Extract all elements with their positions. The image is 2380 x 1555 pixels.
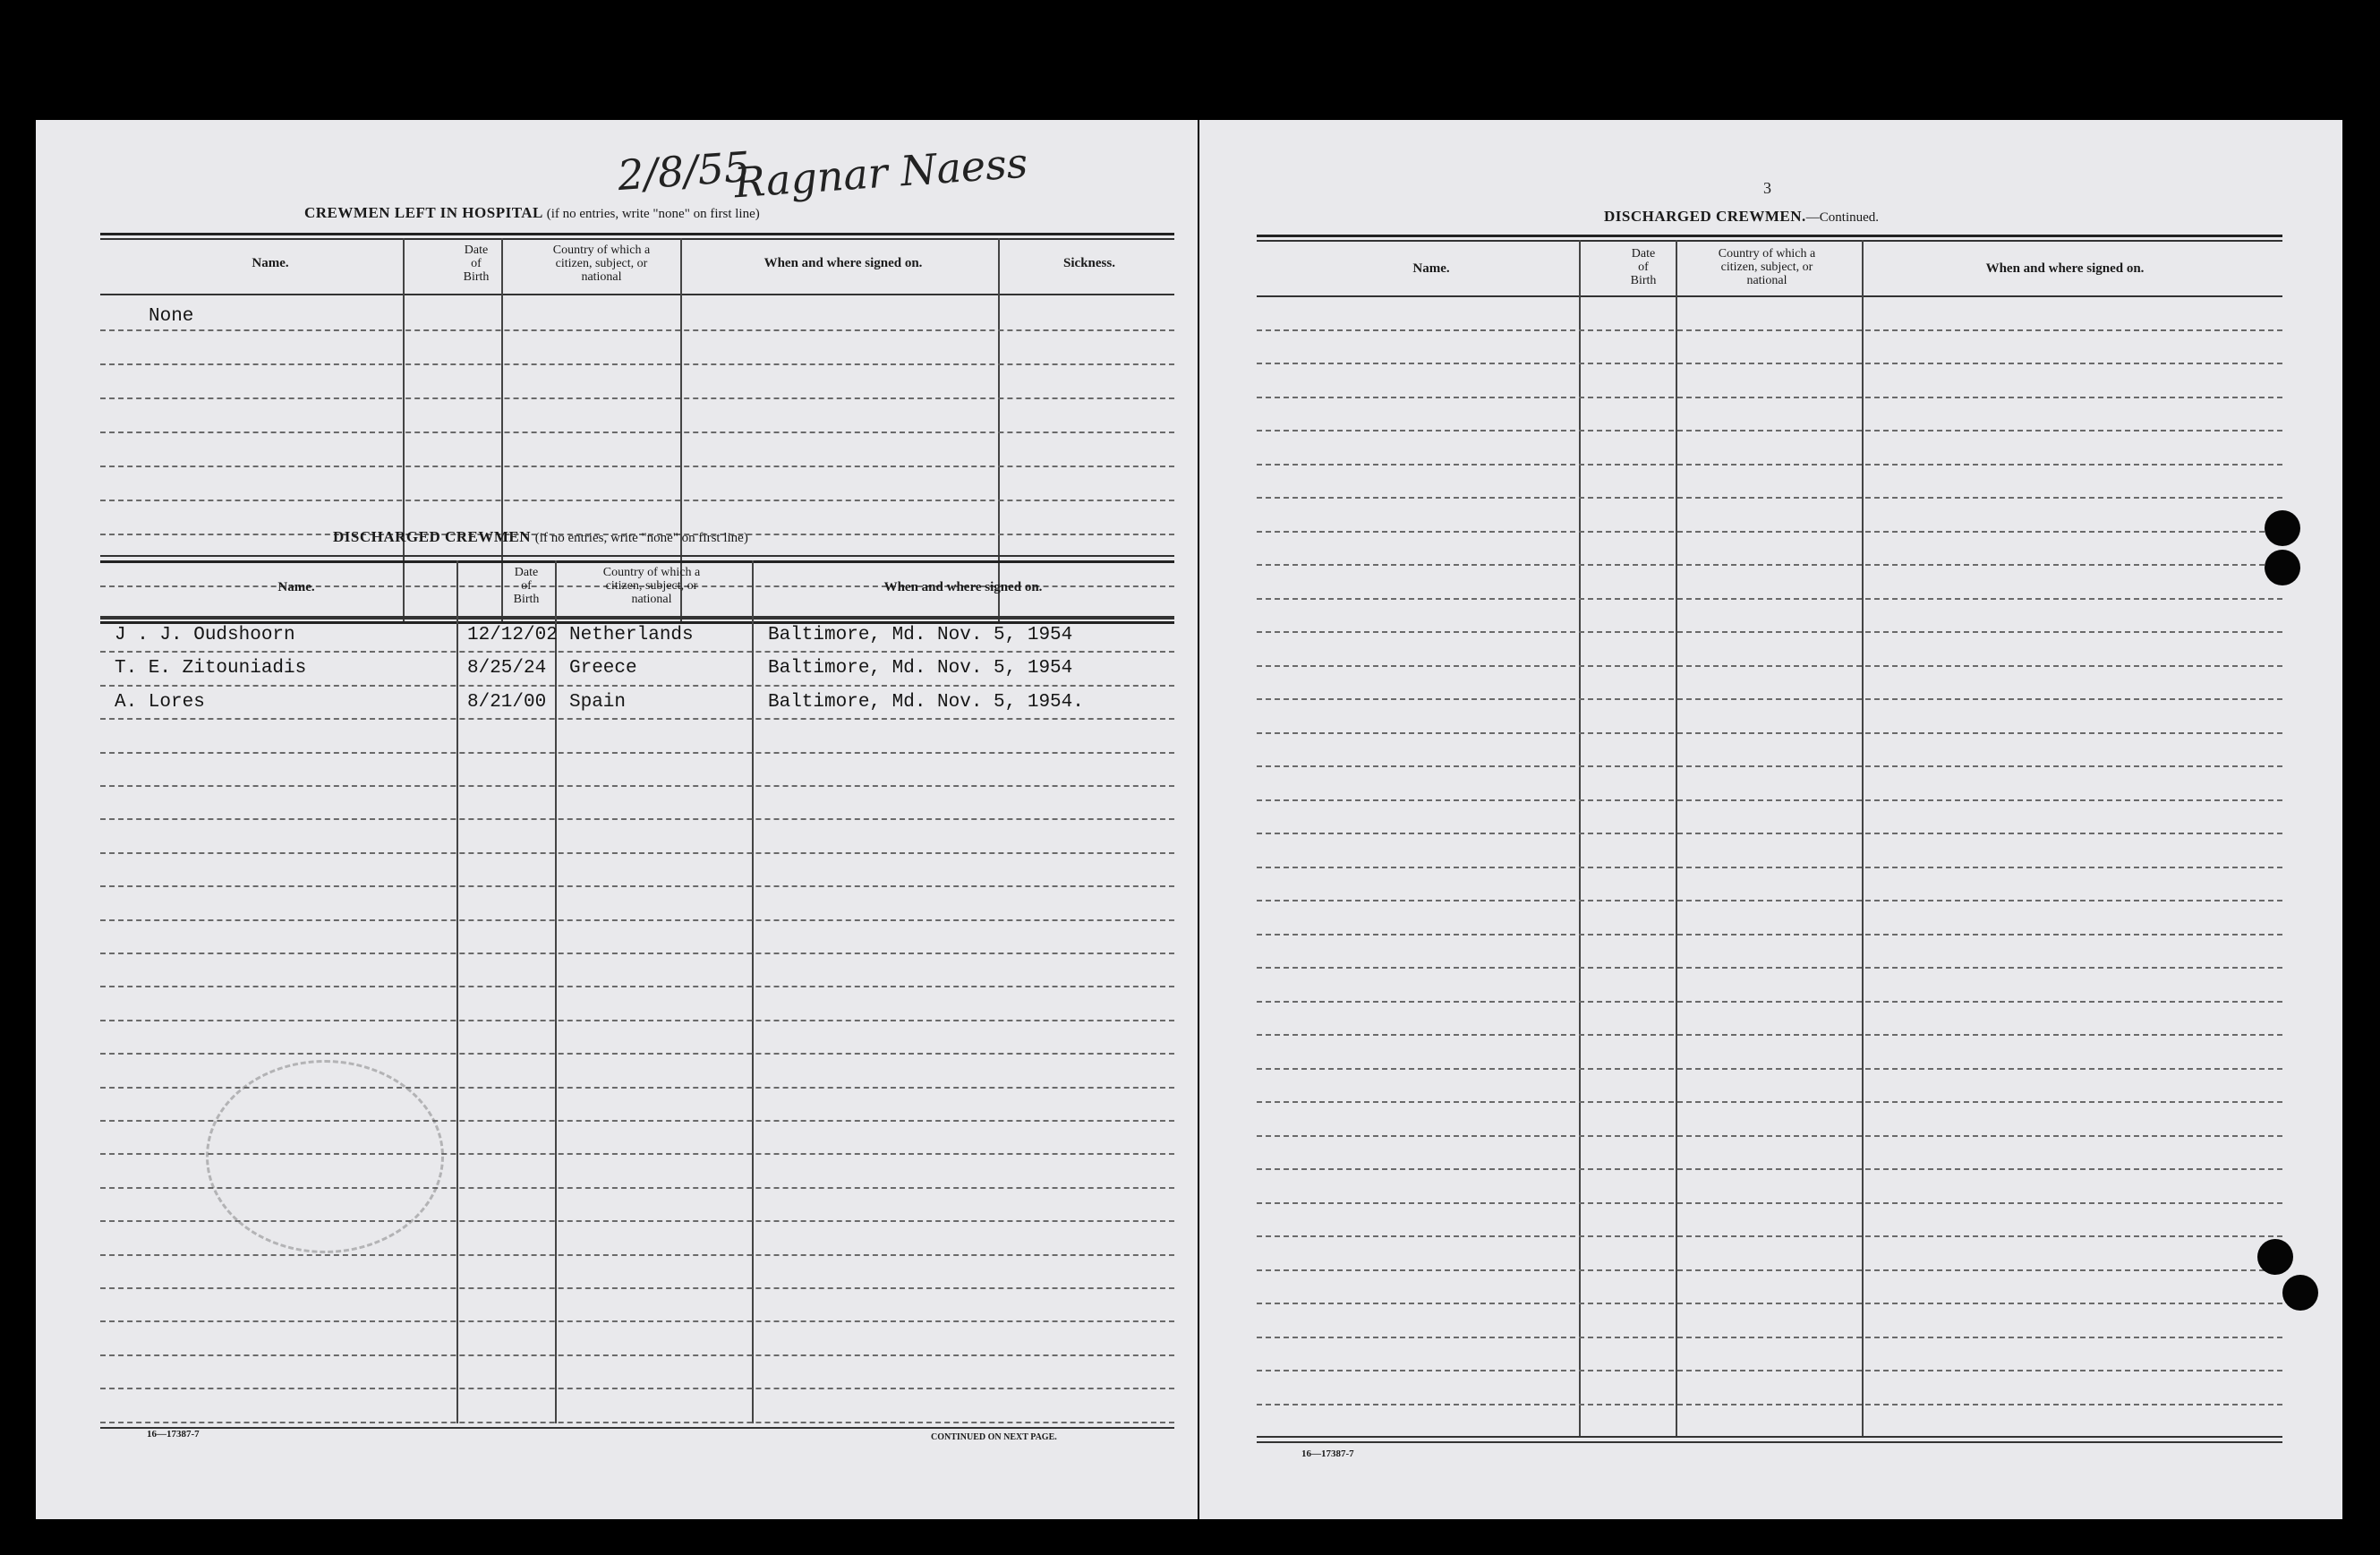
right-row-line	[1257, 598, 2282, 600]
discharged-row-line	[100, 1422, 1174, 1423]
discharged-row-dob: 12/12/02	[467, 625, 558, 645]
left-page	[36, 120, 1198, 1519]
discharged-row-name: T. E. Zitouniadis	[115, 658, 307, 679]
faded-stamp	[206, 1060, 444, 1253]
hospital-header-country: Country of which a citizen, subject, or national	[552, 244, 651, 284]
discharged-row-name: A. Lores	[115, 692, 205, 713]
hospital-col-divider	[403, 238, 405, 621]
right-header-country: Country of which a citizen, subject, or national	[1718, 247, 1816, 287]
right-row-line	[1257, 1404, 2282, 1405]
discharged-row-country: Netherlands	[569, 625, 694, 645]
right-title-suffix: —Continued.	[1805, 210, 1880, 225]
discharged-bottom-rule	[100, 1427, 1174, 1429]
discharged-row-line	[100, 785, 1174, 787]
discharged-header-rule	[100, 618, 1174, 619]
discharged-row-signed: Baltimore, Md. Nov. 5, 1954	[768, 625, 1073, 645]
discharged-row-line	[100, 852, 1174, 854]
right-row-line	[1257, 363, 2282, 364]
discharged-row-dob: 8/25/24	[467, 658, 547, 679]
right-row-line	[1257, 1001, 2282, 1003]
right-page	[1199, 120, 2342, 1519]
discharged-row-line	[100, 1020, 1174, 1021]
discharged-row-line	[100, 1320, 1174, 1322]
discharged-row-line	[100, 953, 1174, 954]
discharged-row-line	[100, 818, 1174, 820]
hospital-row-line	[100, 431, 1174, 433]
discharged-header-name: Name.	[277, 580, 315, 594]
right-top-rule-2	[1257, 240, 2282, 242]
hospital-title: CREWMEN LEFT IN HOSPITAL	[304, 204, 542, 221]
discharged-row-line	[100, 1287, 1174, 1289]
right-row-line	[1257, 430, 2282, 431]
right-title: DISCHARGED CREWMEN.	[1604, 208, 1806, 225]
right-header-signed: When and where signed on.	[1985, 261, 2145, 276]
discharged-row-line	[100, 1388, 1174, 1389]
hospital-section-title	[304, 204, 760, 222]
hospital-header-dob: Date of Birth	[463, 244, 490, 284]
discharged-title-label: DISCHARGED CREWMEN	[333, 528, 532, 545]
discharged-note: (if no entries, write "none" on first line)	[534, 531, 748, 545]
hospital-header-rule	[100, 294, 1174, 295]
hospital-row-line	[100, 466, 1174, 467]
right-row-line	[1257, 867, 2282, 868]
right-row-line	[1257, 531, 2282, 533]
right-col-divider	[1862, 240, 1864, 1436]
discharged-header-country: Country of which a citizen, subject, or national	[602, 566, 701, 606]
discharged-row-country: Greece	[569, 658, 637, 679]
right-row-line	[1257, 799, 2282, 801]
punch-hole	[2265, 550, 2300, 585]
discharged-row-line	[100, 752, 1174, 754]
right-section-title	[1604, 208, 1879, 226]
discharged-header-dob: Date of Birth	[513, 566, 540, 606]
discharged-row-line	[100, 885, 1174, 887]
right-row-line	[1257, 967, 2282, 969]
right-bottom-rule-2	[1257, 1441, 2282, 1443]
hospital-bottom-rule-2	[100, 621, 1174, 624]
discharged-row-dob: 8/21/00	[467, 692, 547, 713]
punch-hole	[2257, 1239, 2293, 1275]
discharged-row-country: Spain	[569, 692, 627, 713]
right-row-line	[1257, 900, 2282, 901]
discharged-row-line	[100, 986, 1174, 987]
right-row-line	[1257, 833, 2282, 834]
right-header-rule	[1257, 295, 2282, 297]
right-row-line	[1257, 1168, 2282, 1170]
right-top-rule	[1257, 235, 2282, 237]
hospital-note: (if no entries, write "none" on first line)	[546, 207, 760, 221]
right-row-line	[1257, 1370, 2282, 1371]
right-row-line	[1257, 464, 2282, 466]
handwritten-signature: Ragnar Naess	[732, 138, 1029, 208]
right-row-line	[1257, 564, 2282, 566]
continued-note: CONTINUED ON NEXT PAGE.	[931, 1432, 1057, 1442]
hospital-header-sickness: Sickness.	[1063, 256, 1115, 270]
hospital-row-line	[100, 500, 1174, 501]
right-row-line	[1257, 1303, 2282, 1304]
handwritten-date: 2/8/55	[616, 141, 752, 201]
right-bottom-rule	[1257, 1436, 2282, 1438]
right-row-line	[1257, 934, 2282, 936]
right-col-divider	[1676, 240, 1677, 1436]
right-row-line	[1257, 631, 2282, 633]
hospital-header-name: Name.	[252, 256, 289, 270]
hospital-top-rule	[100, 233, 1174, 235]
right-row-line	[1257, 698, 2282, 700]
hospital-top-rule-2	[100, 238, 1174, 240]
discharged-row-line	[100, 1354, 1174, 1356]
hospital-row-line	[100, 329, 1174, 331]
right-header-name: Name.	[1412, 261, 1450, 276]
hospital-row-name: None	[149, 306, 194, 327]
hospital-col-divider	[998, 238, 1000, 621]
right-row-line	[1257, 665, 2282, 667]
discharged-row-line	[100, 1254, 1174, 1256]
discharged-top-rule	[100, 555, 1174, 557]
discharged-top-rule-2	[100, 560, 1174, 563]
right-row-line	[1257, 1269, 2282, 1271]
discharged-row-signed: Baltimore, Md. Nov. 5, 1954.	[768, 692, 1084, 713]
right-row-line	[1257, 397, 2282, 398]
discharged-row-signed: Baltimore, Md. Nov. 5, 1954	[768, 658, 1073, 679]
punch-hole	[2265, 510, 2300, 546]
discharged-col-divider	[752, 560, 754, 1423]
hospital-row-line	[100, 397, 1174, 399]
hospital-col-divider	[501, 238, 503, 621]
right-row-line	[1257, 497, 2282, 499]
hospital-row-line	[100, 363, 1174, 365]
discharged-row-line	[100, 651, 1174, 653]
discharged-col-divider	[555, 560, 557, 1423]
discharged-row-name: J . J. Oudshoorn	[115, 625, 295, 645]
discharged-col-divider	[456, 560, 458, 1423]
right-row-line	[1257, 1034, 2282, 1036]
right-row-line	[1257, 1235, 2282, 1237]
discharged-row-line	[100, 718, 1174, 720]
discharged-title-wrapper	[333, 528, 748, 546]
form-number: 16—17387-7	[147, 1429, 200, 1440]
discharged-row-line	[100, 1053, 1174, 1055]
right-row-line	[1257, 1068, 2282, 1070]
right-row-line	[1257, 1337, 2282, 1338]
punch-hole	[2282, 1275, 2318, 1311]
discharged-header-signed: When and where signed on.	[883, 580, 1043, 594]
hospital-col-divider	[680, 238, 682, 621]
right-row-line	[1257, 1135, 2282, 1137]
discharged-row-line	[100, 685, 1174, 687]
right-row-line	[1257, 329, 2282, 331]
right-row-line	[1257, 765, 2282, 767]
right-header-dob: Date of Birth	[1630, 247, 1657, 287]
right-row-line	[1257, 732, 2282, 734]
discharged-row-line	[100, 919, 1174, 921]
page-number: 3	[1763, 179, 1771, 197]
right-col-divider	[1579, 240, 1581, 1436]
right-row-line	[1257, 1101, 2282, 1103]
hospital-header-signed: When and where signed on.	[763, 256, 923, 270]
right-row-line	[1257, 1202, 2282, 1204]
right-form-number: 16—17387-7	[1301, 1448, 1354, 1459]
